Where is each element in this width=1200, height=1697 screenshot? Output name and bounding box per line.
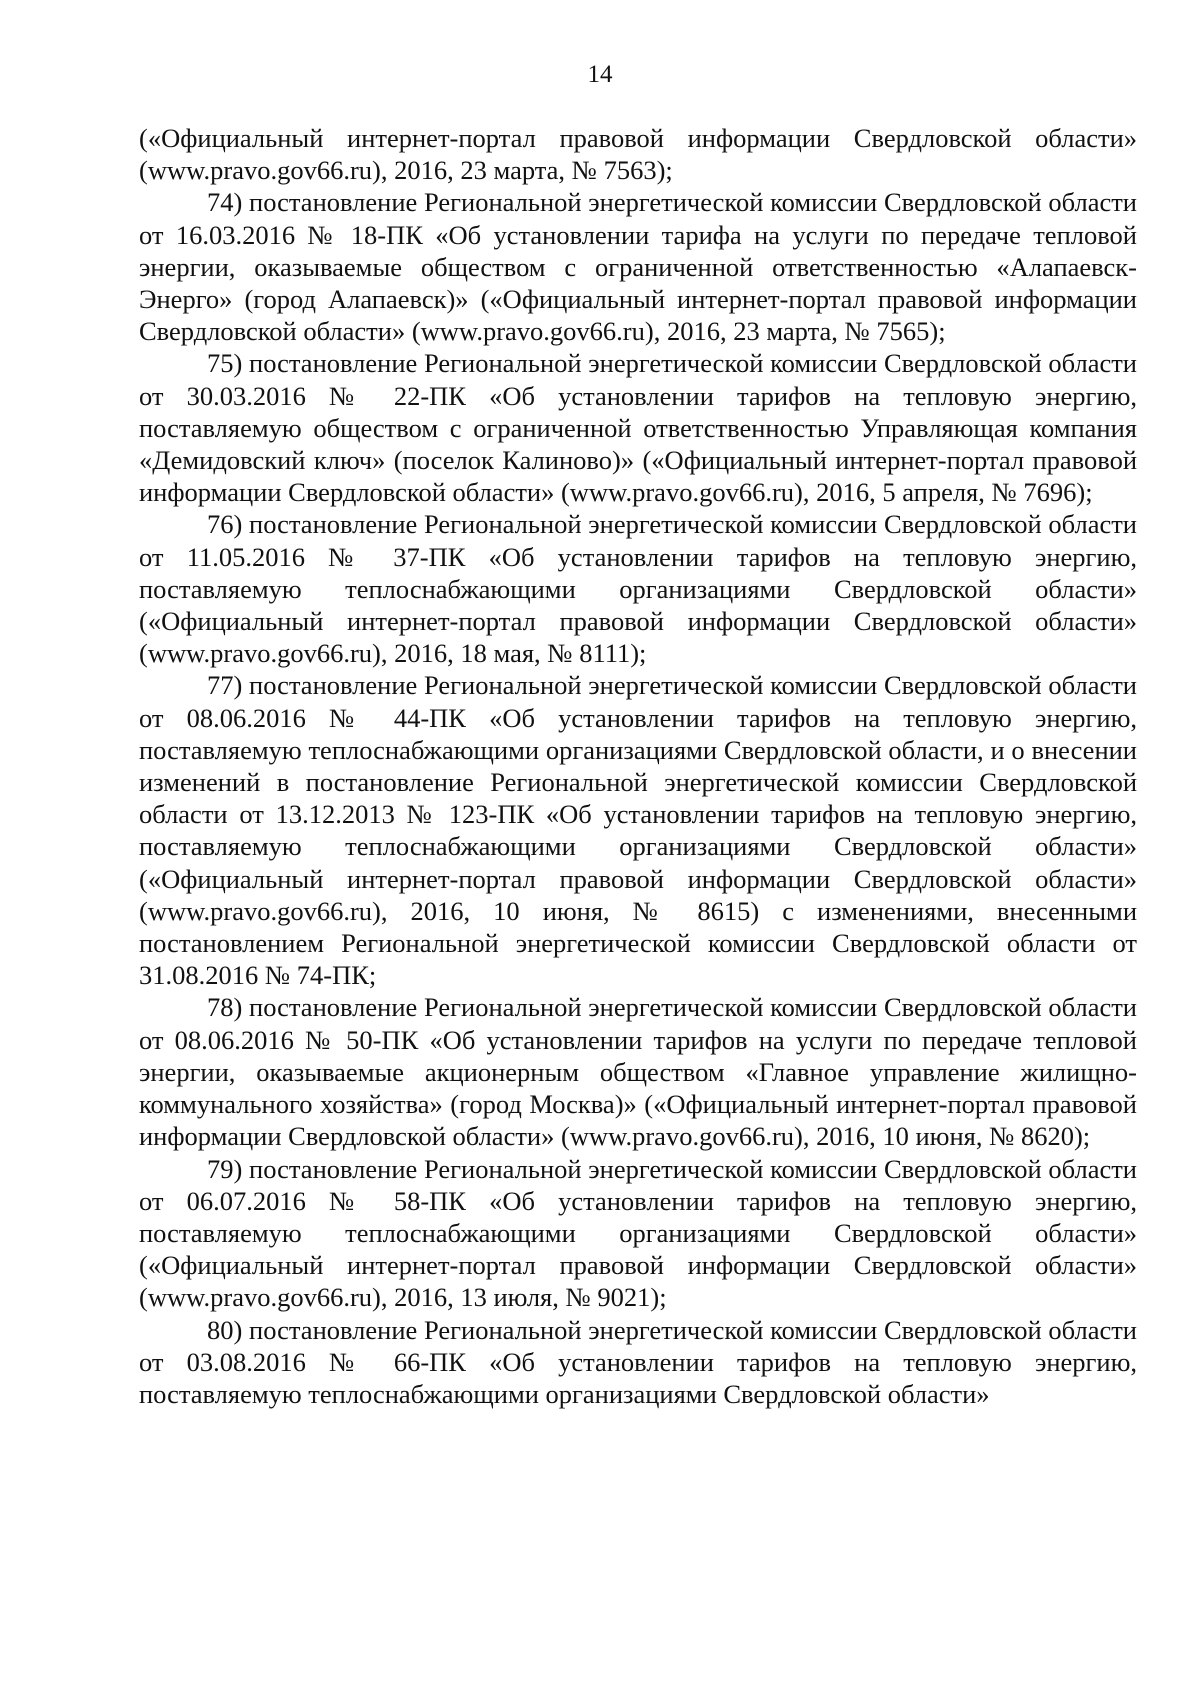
list-item-80: 80) постановление Региональной энергетической комиссии Свердловской области от 03.08.2016 № 66-ПК «Об установлении тарифов на тепловую энергию, поставляемую теплоснабжающими организациями Свердловской области» bbox=[139, 1314, 1137, 1409]
list-item-76: 76) постановление Региональной энергетической комиссии Свердловской области от 11.05.2016 № 37-ПК «Об установлении тарифов на тепловую энергию, поставляемую теплоснабжающими организациями Свердловской области» («Официальный интернет-портал правовой информации Свердловской области» (www.pravo.gov66.ru), 2016, 18 мая, № 8111); bbox=[139, 509, 1137, 669]
list-item-79: 79) постановление Региональной энергетической комиссии Свердловской области от 06.07.2016 № 58-ПК «Об установлении тарифов на тепловую энергию, поставляемую теплоснабжающими организациями Свердловской области» («Официальный интернет-портал правовой информации Свердловской области» (www.pravo.gov66.ru), 2016, 13 июля, № 9021); bbox=[139, 1153, 1137, 1313]
paragraph-continuation: («Официальный интернет-портал правовой информации Свердловской области» (www.pravo.gov66.ru), 2016, 23 марта, № 7563); bbox=[139, 123, 1137, 186]
page-number: 14 bbox=[587, 61, 613, 88]
document-body bbox=[139, 122, 1137, 1410]
list-item-74: 74) постановление Региональной энергетической комиссии Свердловской области от 16.03.2016 № 18-ПК «Об установлении тарифа на услуги по передаче тепловой энергии, оказываемые обществом с ограниченной ответственностью «Алапаевск-Энерго» (город Алапаевск)» («Официальный интернет-портал правовой информации Свердловской области» (www.pravo.gov66.ru), 2016, 23 марта, № 7565); bbox=[139, 187, 1137, 347]
list-item-75: 75) постановление Региональной энергетической комиссии Свердловской области от 30.03.2016 № 22-ПК «Об установлении тарифов на тепловую энергию, поставляемую обществом с ограниченной ответственностью Управляющая компания «Демидовский ключ» (поселок Калиново)» («Официальный интернет-портал правовой информации Свердловской области» (www.pravo.gov66.ru), 2016, 5 апреля, № 7696); bbox=[139, 348, 1137, 508]
list-item-78: 78) постановление Региональной энергетической комиссии Свердловской области от 08.06.2016 № 50-ПК «Об установлении тарифов на услуги по передаче тепловой энергии, оказываемые акционерным обществом «Главное управление жилищно-коммунального хозяйства» (город Москва)» («Официальный интернет-портал правовой информации Свердловской области» (www.pravo.gov66.ru), 2016, 10 июня, № 8620); bbox=[139, 992, 1137, 1152]
list-item-77: 77) постановление Региональной энергетической комиссии Свердловской области от 08.06.2016 № 44-ПК «Об установлении тарифов на тепловую энергию, поставляемую теплоснабжающими организациями Свердловской области, и о внесении изменений в постановление Региональной энергетической комиссии Свердловской области от 13.12.2013 № 123-ПК «Об установлении тарифов на тепловую энергию, поставляемую теплоснабжающими организациями Свердловской области» («Официальный интернет-портал правовой информации Свердловской области» (www.pravo.gov66.ru), 2016, 10 июня, № 8615) с изменениями, внесенными постановлением Региональной энергетической комиссии Свердловской области от 31.08.2016 № 74-ПК; bbox=[139, 670, 1137, 991]
